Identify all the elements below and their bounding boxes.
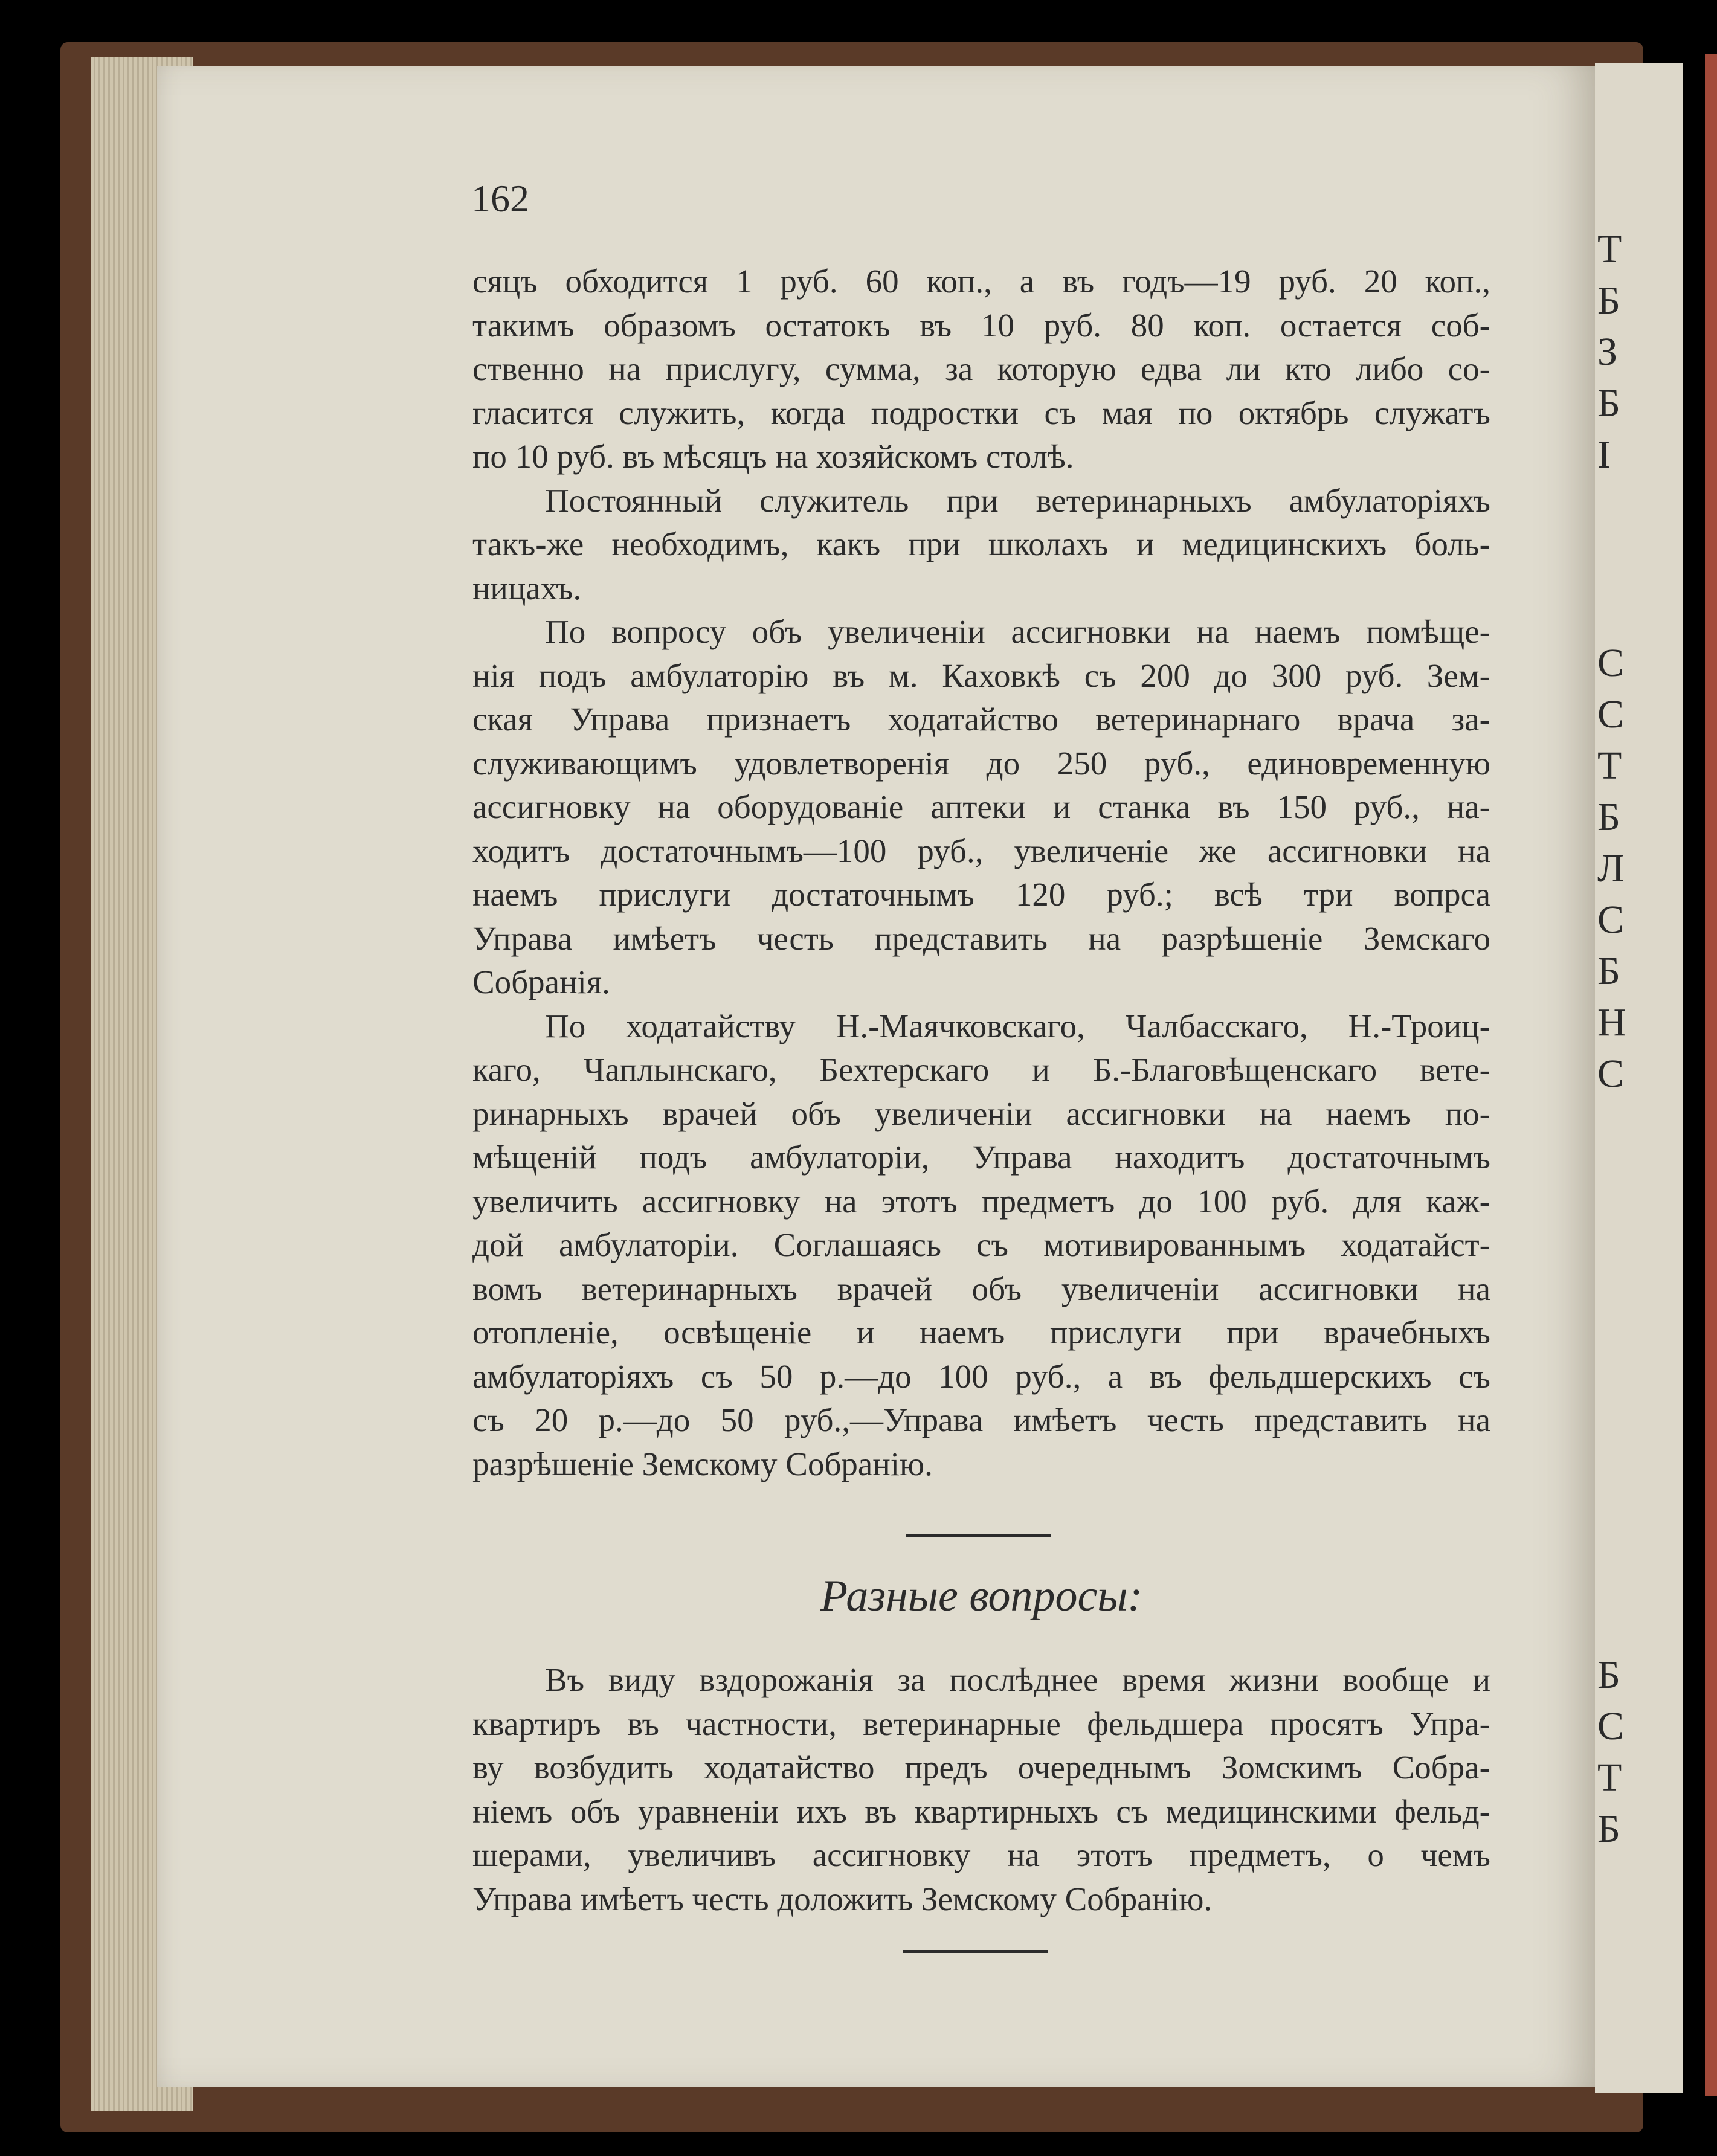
paragraph	[472, 1658, 1490, 1921]
text-line: Управа имѣетъ честь представить на разрѣшеніе Земскаго	[472, 919, 1490, 957]
text-line: вомъ ветеринарныхъ врачей объ увеличеніи ассигновки на	[472, 1270, 1490, 1307]
text-line: каго, Чаплынскаго, Бехтерскаго и Б.-Благовѣщенскаго вете-	[472, 1051, 1490, 1088]
next-page-fragment: С	[1597, 1052, 1625, 1096]
next-page-fragment: Т	[1597, 227, 1622, 271]
text-line: квартиръ въ частности, ветеринарные фельдшера просятъ Упра-	[472, 1705, 1490, 1742]
section-heading: Разные вопросы:	[820, 1571, 1143, 1621]
section-divider	[906, 1534, 1051, 1537]
text-line: ассигновку на оборудованіе аптеки и станка въ 150 руб., на-	[472, 788, 1490, 825]
text-line: По ходатайству Н.-Маячковскаго, Чалбасскаго, Н.-Троиц-	[545, 1007, 1490, 1044]
text-line: Въ виду вздорожанія за послѣднее время жизни вообще и	[545, 1661, 1490, 1698]
text-line: шерами, увеличивъ ассигновку на этотъ предметъ, о чемъ	[472, 1836, 1490, 1873]
next-page-fragment: С	[1597, 692, 1625, 736]
next-page-sliver	[1595, 63, 1683, 2093]
next-page-fragment: Т	[1597, 1755, 1622, 1800]
next-page-fragment: Т	[1597, 744, 1622, 788]
next-page-fragment: Б	[1597, 1653, 1620, 1697]
next-page-fragment: Б	[1597, 278, 1620, 323]
next-page-fragment: Б	[1597, 1807, 1620, 1851]
text-line: разрѣшеніе Земскому Собранію.	[472, 1445, 933, 1482]
text-line: наемъ прислуги достаточнымъ 120 руб.; всѣ три вопрса	[472, 876, 1490, 913]
text-line: ву возбудить ходатайство предъ очереднымъ Зомскимъ Собра-	[472, 1749, 1490, 1786]
text-line: ринарныхъ врачей объ увеличеніи ассигновки на наемъ по-	[472, 1095, 1490, 1132]
page-number: 162	[471, 177, 529, 220]
section-1-body	[472, 260, 1490, 1486]
next-page-fragment: Б	[1597, 949, 1620, 993]
paragraph	[472, 610, 1490, 1005]
text-line: служивающимъ удовлетворенія до 250 руб., единовременную	[472, 744, 1490, 782]
next-page-fragment: С	[1597, 1704, 1625, 1748]
end-divider	[903, 1950, 1048, 1953]
paragraph	[472, 479, 1490, 611]
text-line: ніемъ объ уравненіи ихъ въ квартирныхъ съ медицинскими фельд-	[472, 1792, 1490, 1830]
text-line: по 10 руб. въ мѣсяцъ на хозяйскомъ столѣ.	[472, 438, 1074, 475]
paragraph	[472, 260, 1490, 479]
text-line: нія подъ амбулаторію въ м. Каховкѣ съ 200 до 300 руб. Зем-	[472, 657, 1490, 694]
text-line: Постоянный служитель при ветеринарныхъ амбулаторіяхъ	[545, 481, 1490, 519]
next-page-fragment: I	[1597, 433, 1611, 477]
next-page-fragment: Б	[1597, 795, 1620, 839]
next-page-fragment: С	[1597, 641, 1625, 685]
cover-edge	[1705, 54, 1717, 2096]
next-page-fragment: Б	[1597, 381, 1620, 425]
text-line: такъ-же необходимъ, какъ при школахъ и медицинскихъ боль-	[472, 526, 1490, 562]
text-line: увеличить ассигновку на этотъ предметъ до 100 руб. для каж-	[472, 1182, 1490, 1220]
next-page-fragment: Н	[1597, 1000, 1626, 1044]
text-line: дой амбулаторіи. Соглашаясь съ мотивированнымъ ходатайст-	[472, 1226, 1490, 1263]
text-line: По вопросу объ увеличеніи ассигновки на наемъ помѣще-	[545, 613, 1490, 650]
next-page-fragment: С	[1597, 898, 1625, 942]
paragraph	[472, 1005, 1490, 1487]
text-line: такимъ образомъ остатокъ въ 10 руб. 80 коп. остается соб-	[472, 306, 1490, 344]
text-line: мѣщеній подъ амбулаторіи, Управа находитъ достаточнымъ	[472, 1139, 1490, 1176]
text-line: ственно на прислугу, сумма, за которую едва ли кто либо со-	[472, 350, 1490, 387]
section-2-body	[472, 1658, 1490, 1921]
next-page-fragment: Л	[1597, 846, 1625, 890]
text-line: гласится служить, когда подростки съ мая по октябрь служатъ	[472, 394, 1490, 431]
next-page-fragment: З	[1597, 330, 1618, 374]
text-line: сяцъ обходится 1 руб. 60 коп., а въ годъ—19 руб. 20 коп.,	[472, 263, 1490, 300]
text-line: ходитъ достаточнымъ—100 руб., увеличеніе же ассигновки на	[472, 832, 1490, 869]
text-line: отопленіе, освѣщеніе и наемъ прислуги при врачебныхъ	[472, 1314, 1490, 1351]
text-line: ницахъ.	[472, 569, 582, 607]
text-line: Управа имѣетъ честь доложить Земскому Собранію.	[472, 1880, 1213, 1917]
text-line: амбулаторіяхъ съ 50 р.—до 100 руб., а въ фельдшерскихъ съ	[472, 1357, 1490, 1395]
text-line: Собранія.	[472, 964, 610, 1000]
text-line: съ 20 р.—до 50 руб.,—Управа имѣетъ честь представить на	[472, 1401, 1490, 1438]
text-line: ская Управа признаетъ ходатайство ветеринарнаго врача за-	[472, 701, 1490, 738]
